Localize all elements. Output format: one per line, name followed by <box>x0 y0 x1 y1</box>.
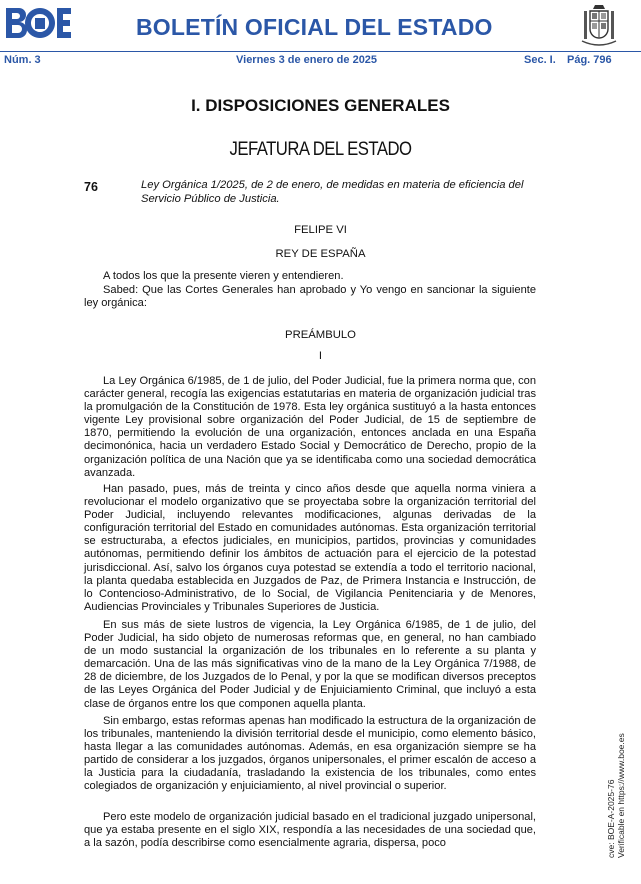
cve-code: cve: BOE-A-2025-76 <box>606 779 616 858</box>
paragraph: Sabed: Que las Cortes Generales han aprobado y Yo vengo en sancionar la siguiente ley orgánica: <box>84 284 536 310</box>
paragraph: Sin embargo, estas reformas apenas han modificado la estructura de la organización de los tribunales, manteniendo la división territorial desde el municipio, como elemento básico, hasta llegar a las comunidades autónomas. Además, en esa organización siempre se ha partido de considerar a los juzgados, órganos unipersonales, el primer escalón de acceso a la Justicia para la ciudadanía, trasladando la existencia de los tribunales, como entes colegiados de organización y enjuiciamiento, al nivel provincial o superior. <box>84 715 536 793</box>
verification-note <box>606 733 626 858</box>
king-name: FELIPE VI <box>294 224 347 236</box>
page-header <box>0 0 641 52</box>
issue-number: Núm. 3 <box>4 54 41 66</box>
header-rule <box>0 51 641 52</box>
king-title: REY DE ESPAÑA <box>275 248 366 260</box>
disposition-number: 76 <box>84 180 98 194</box>
disposition-title: Ley Orgánica 1/2025, de 2 de enero, de medidas en materia de eficiencia del Servicio Público de Justicia. <box>141 179 524 205</box>
page-number: Pág. 796 <box>567 54 612 66</box>
coat-of-arms-icon <box>580 3 618 49</box>
paragraph: En sus más de siete lustros de vigencia, la Ley Orgánica 6/1985, de 1 de julio, del Poder Judicial, ha sido objeto de numerosas reformas que, en general, no han cambiado de un modo sustancial la organización de los tribunales en lo referente a su planta y demarcación. Una de las más significativas vino de la mano de la Ley Orgánica 7/1988, de 28 de diciembre, de los Juzgados de lo Penal, y por la que se modifican diversos preceptos de las Leyes Orgánica del Poder Judicial y de Enjuiciamiento Criminal, que incluyó a esta clase de órganos entre los que componen aquella planta. <box>84 619 536 710</box>
paragraph: La Ley Orgánica 6/1985, de 1 de julio, del Poder Judicial, fue la primera norma que, con carácter general, recogía las exigencias estatutarias en materia de organización judicial tras la promulgación de la Constitución de 1978. Esta ley orgánica sustituyó a la hasta entonces vigente Ley provisional sobre organización del Poder Judicial, de 15 de septiembre de 1870, permitiendo la evolución de una organización, entonces anclada en una España decimonónica, hacia un verdadero Estado Social y Democrático de Derecho, propio de la organización política de una Nación que ya se identificaba como una sociedad democrática avanzada. <box>84 375 537 479</box>
section-heading: I. DISPOSICIONES GENERALES <box>191 96 450 115</box>
issue-date: Viernes 3 de enero de 2025 <box>236 54 378 66</box>
bulletin-title: BOLETÍN OFICIAL DEL ESTADO <box>136 14 493 40</box>
paragraph: Pero este modelo de organización judicial basado en el tradicional juzgado unipersonal, que ya estaba presente en el siglo XIX, respondía a las necesidades de una sociedad que, a la sazón, podía describirse como esencialmente agraria, dispersa, poco <box>84 811 536 850</box>
issuing-organ: JEFATURA DEL ESTADO <box>229 139 412 160</box>
boe-logo <box>4 6 72 40</box>
verify-link[interactable]: Verificable en https://www.boe.es <box>616 733 626 858</box>
section-label: Sec. I. <box>524 54 556 66</box>
paragraph: A todos los que la presente vieren y entendieren. <box>103 270 344 282</box>
chapter-number: I <box>318 350 323 362</box>
paragraph: Han pasado, pues, más de treinta y cinco años desde que aquella norma viniera a revolucionar el modelo organizativo que se proyectaba sobre la organización territorial del Poder Judicial, incluyendo relevantes modificaciones, algunas derivadas de la configuración territorial del Estado en comunidades autónomas. Esta organización territorial se estructuraba, a efectos judiciales, en municipios, partidos, provincias y comunidades autónomas, permitiendo definir los ámbitos de actuación para el ejercicio de la potestad jurisdiccional. Así, salvo los órganos cuya potestad se extendía a todo el territorio nacional, la planta quedaba establecida en Juzgados de Paz, de Primera Instancia e Instrucción, de lo Contencioso-Administrativo, de lo Social, de Vigilancia Penitenciaria y de Menores, Audiencias Provinciales y Tribunales Superiores de Justicia. <box>84 483 536 613</box>
preamble-heading: PREÁMBULO <box>285 329 356 341</box>
